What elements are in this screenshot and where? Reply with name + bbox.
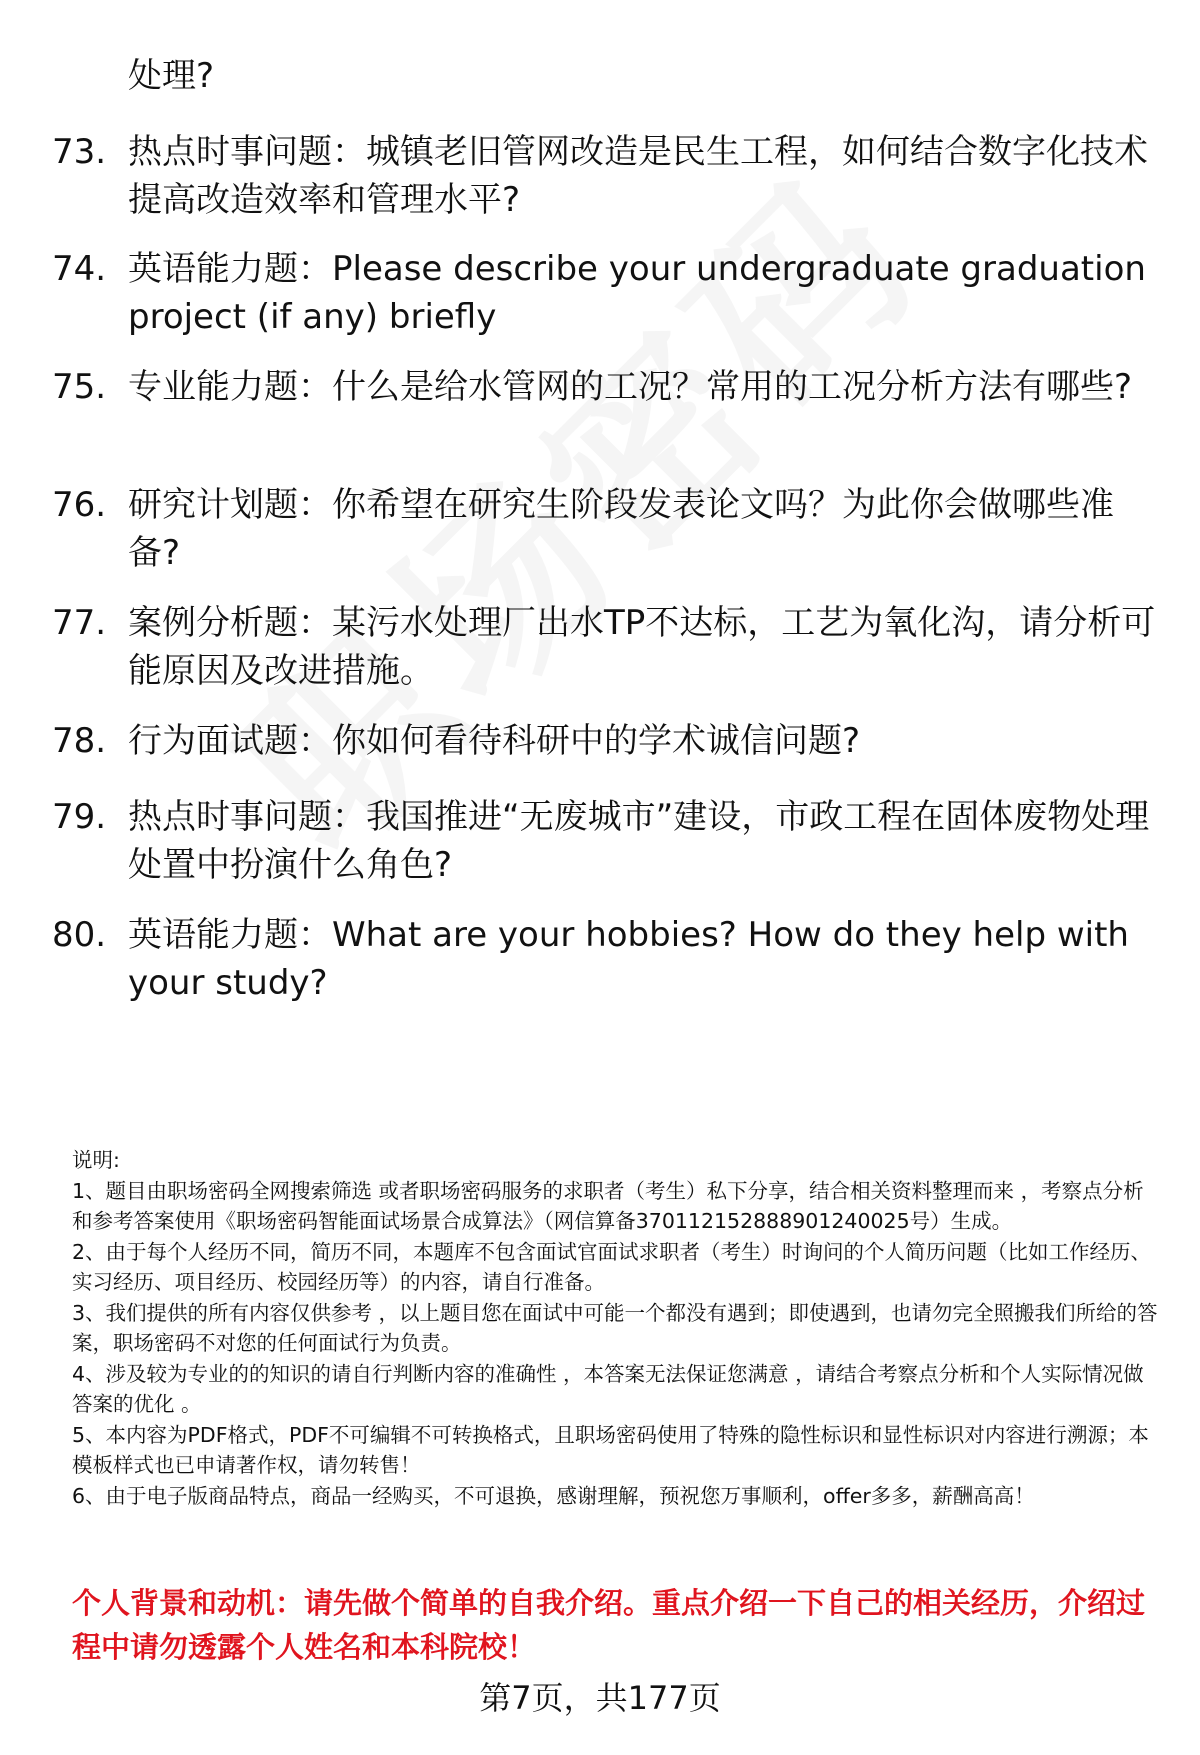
question-text: 热点时事问题：我国推进“无废城市”建设，市政工程在固体废物处理处置中扮演什么角色? — [128, 797, 1150, 885]
question-text: 英语能力题：Please describe your undergraduate graduation project (if any) briefly — [128, 249, 1146, 337]
note-item: 4、涉及较为专业的的知识的请自行判断内容的准确性 ，本答案无法保证您满意 ，请结合考察点分析和个人实际情况做答案的优化 。 — [72, 1361, 1144, 1416]
note-item: 2、由于每个人经历不同，简历不同，本题库不包含面试官面试求职者（考生）时询问的个人简历问题（比如工作经历、实习经历、项目经历、校园经历等）的内容，请自行准备。 — [72, 1239, 1152, 1294]
note-item: 6、由于电子版商品特点，商品一经购买，不可退换，感谢理解，预祝您万事顺利，offer多多，薪酬高高！ — [72, 1483, 1035, 1508]
question-text: 热点时事问题：城镇老旧管网改造是民生工程，如何结合数字化技术提高改造效率和管理水平? — [128, 132, 1148, 220]
note-item: 1、题目由职场密码全网搜索筛选 或者职场密码服务的求职者（考生）私下分享，结合相关资料整理而来 ，考察点分析和参考答案使用《职场密码智能面试场景合成算法》（网信算备370112152888901240025号）生成。 — [72, 1178, 1144, 1233]
question-number: 76. — [52, 485, 107, 525]
question-text: 研究计划题：你希望在研究生阶段发表论文吗？为此你会做哪些准备? — [128, 485, 1114, 573]
question-number: 74. — [52, 249, 107, 289]
question-item — [52, 599, 1162, 695]
notes-section — [72, 1145, 1162, 1511]
question-text: 英语能力题：What are your hobbies? How do they help with your study? — [128, 915, 1129, 1003]
question-number: 73. — [52, 132, 107, 172]
question-item — [52, 911, 1162, 1007]
highlight-prompt: 个人背景和动机：请先做个简单的自我介绍。重点介绍一下自己的相关经历，介绍过程中请勿透露个人姓名和本科院校！ — [72, 1586, 1146, 1664]
question-number: 80. — [52, 915, 107, 955]
question-text: 专业能力题：什么是给水管网的工况？常用的工况分析方法有哪些? — [128, 367, 1133, 407]
question-number: 77. — [52, 603, 107, 643]
question-item — [52, 793, 1162, 889]
note-item: 3、我们提供的所有内容仅供参考 ，以上题目您在面试中可能一个都没有遇到；即使遇到，也请勿完全照搬我们所给的答案，职场密码不对您的任何面试行为负责。 — [72, 1300, 1158, 1355]
question-text: 行为面试题：你如何看待科研中的学术诚信问题? — [128, 721, 861, 761]
page-number: 第7页，共177页 — [479, 1679, 721, 1717]
question-item — [52, 481, 1162, 577]
question-item — [52, 245, 1162, 341]
question-number: 78. — [52, 721, 107, 761]
question-number: 75. — [52, 367, 107, 407]
notes-title: 说明: — [72, 1148, 120, 1172]
question-item — [52, 128, 1162, 224]
question-text: 案例分析题：某污水处理厂出水TP不达标，工艺为氧化沟，请分析可能原因及改进措施。 — [128, 603, 1156, 691]
question-number: 79. — [52, 797, 107, 837]
question-item — [52, 717, 1162, 765]
question-item — [52, 363, 1162, 411]
note-item: 5、本内容为PDF格式，PDF不可编辑不可转换格式，且职场密码使用了特殊的隐性标识和显性标识对内容进行溯源；本模板样式也已申请著作权，请勿转售！ — [72, 1422, 1149, 1477]
question-continuation: 处理? — [128, 56, 215, 96]
